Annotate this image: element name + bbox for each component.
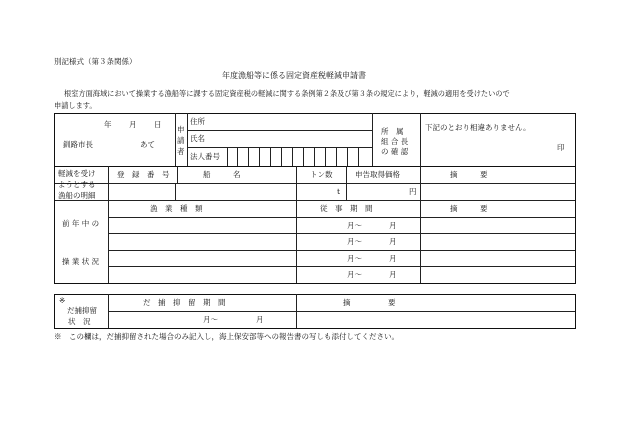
capture-label-1: だ捕抑留 <box>67 306 97 315</box>
col-vessel-notes: 摘 要 <box>450 170 488 179</box>
confirm-label-1: 所 属 <box>381 127 404 136</box>
period-row-4-to: 月 <box>389 270 397 279</box>
tonnage-unit: t <box>337 187 341 196</box>
applicant-vertical-2: 請 <box>177 136 185 145</box>
col-fishing-type: 漁 業 種 類 <box>150 204 203 213</box>
intro-line-1: 根室方面海域において操業する漁船等に課する固定資産税の軽減に関する条例第２条及び第３条の規定により，軽減の適用を受けたいので <box>64 89 510 98</box>
confirm-label-2: 組 合 長 <box>381 137 409 146</box>
name-field[interactable] <box>212 131 370 146</box>
addressee-label: 釧路市長 <box>63 140 93 149</box>
vessel-name-field[interactable] <box>177 184 295 199</box>
date-year-label: 年 <box>104 120 112 129</box>
col-work-period: 従 事 期 間 <box>320 204 373 213</box>
seal-mark: 印 <box>557 143 565 152</box>
confirm-label-3: の 確 認 <box>381 147 409 156</box>
period-row-1-to: 月 <box>389 221 397 230</box>
applicant-vertical-3: 者 <box>177 147 185 156</box>
registration-number-field[interactable] <box>110 184 174 199</box>
yen-unit: 円 <box>409 187 417 196</box>
col-operations-notes: 摘 要 <box>450 204 488 213</box>
addressee-suffix: あて <box>140 140 155 149</box>
period-row-1-from: 月～ <box>347 221 362 230</box>
period-row-4-from: 月～ <box>347 270 362 279</box>
corp-number-label: 法人番号 <box>190 152 220 161</box>
period-row-3-from: 月～ <box>347 254 362 263</box>
col-declared-value: 申告取得価格 <box>355 170 400 179</box>
address-field[interactable] <box>212 114 370 129</box>
col-vessel-name: 船 名 <box>203 170 241 179</box>
date-month-label: 月 <box>129 120 137 129</box>
footnote: ※ この欄は，だ捕抑留された場合のみ記入し，海上保安部等への報告書の写しも添付してください。 <box>54 332 399 341</box>
period-row-3-to: 月 <box>389 254 397 263</box>
vessel-row-label-1: 軽減を受け <box>58 169 96 178</box>
name-label: 氏名 <box>190 134 205 143</box>
col-registration-number: 登 録 番 号 <box>117 170 170 179</box>
page-title: 年度漁船等に係る固定資産税軽減申請書 <box>222 71 366 80</box>
col-tonnage: トン数 <box>310 170 333 179</box>
applicant-vertical-1: 申 <box>177 125 185 134</box>
vessel-row-label-3: 漁船の明細 <box>58 191 96 200</box>
operations-label-1: 前 年 中 の <box>62 219 100 228</box>
period-row-2-to: 月 <box>389 237 397 246</box>
date-day-label: 日 <box>154 120 162 129</box>
confirm-text: 下記のとおり相違ありません。 <box>425 123 531 132</box>
address-label: 住所 <box>190 117 205 126</box>
form-label: 別記様式（第３条関係） <box>54 57 137 66</box>
capture-period-to: 月 <box>256 315 264 324</box>
col-capture-period: だ 捕 抑 留 期 間 <box>143 298 226 307</box>
capture-mark: ※ <box>59 296 66 305</box>
capture-period-from: 月～ <box>203 315 218 324</box>
capture-label-2: 状 況 <box>68 317 91 326</box>
col-capture-notes: 摘 要 <box>343 298 396 307</box>
operations-label-2: 操 業 状 況 <box>62 257 100 266</box>
period-row-2-from: 月～ <box>347 237 362 246</box>
vessel-row-label-2: ようとする <box>58 180 96 189</box>
intro-line-2: 申請します。 <box>54 101 97 110</box>
